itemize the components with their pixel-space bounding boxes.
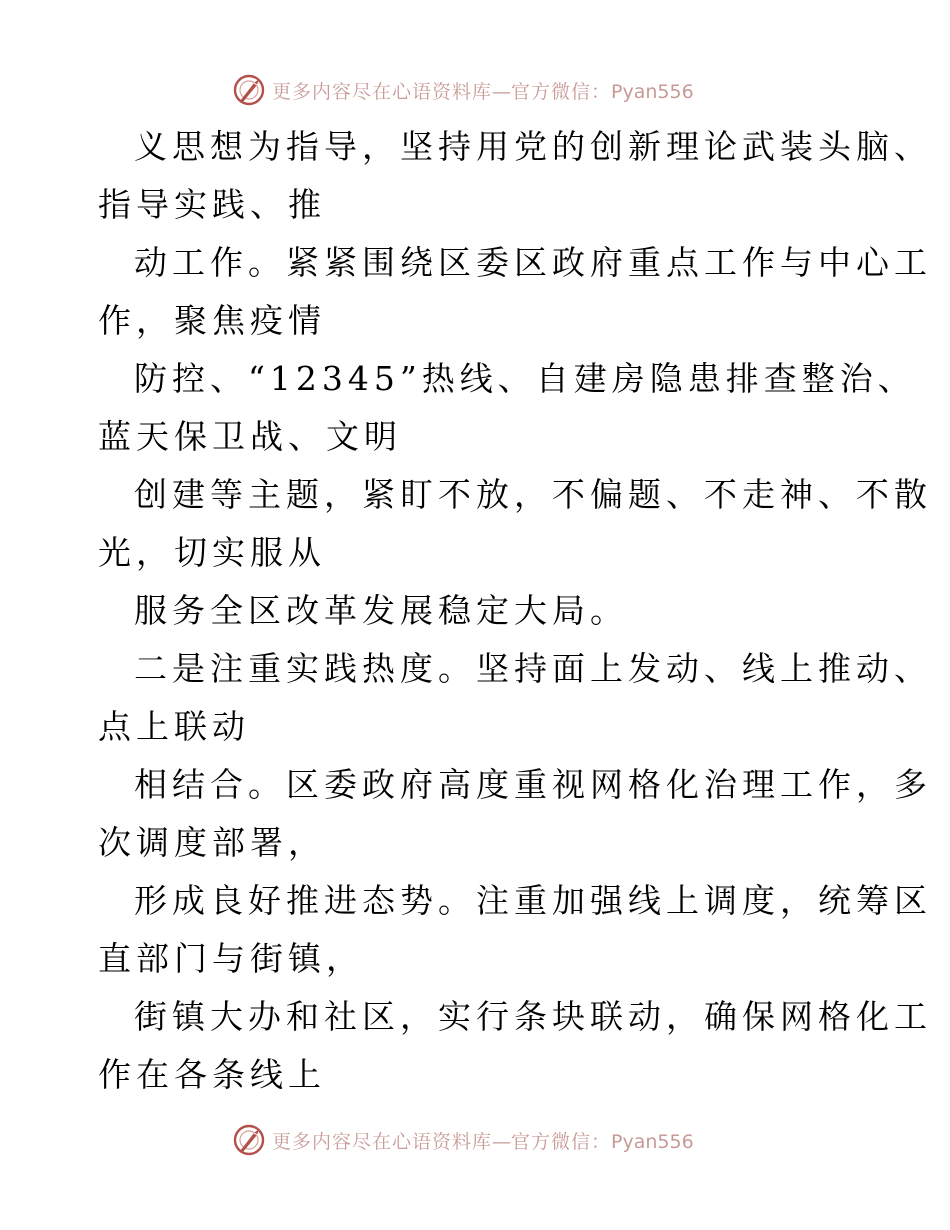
paragraph-line: 点上联动 <box>98 707 250 746</box>
paragraph-line: 服务全区改革发展稳定大局。 <box>134 591 628 630</box>
header-banner-text: 更多内容尽在心语资料库—官方微信：Pyan556 <box>272 80 694 103</box>
paragraph-line: 指导实践、推 <box>98 185 326 224</box>
paragraph-line: 动工作。紧紧围绕区委区政府重点工作与中心工 <box>134 243 932 282</box>
paragraph-line: 防控、“12345”热线、自建房隐患排查整治、 <box>134 359 916 398</box>
paragraph-line: 作在各条线上 <box>98 1055 326 1094</box>
paragraph-line: 直部门与街镇， <box>98 939 364 978</box>
paragraph-line: 街镇大办和社区，实行条块联动，确保网格化工 <box>134 997 932 1036</box>
paragraph-line: 义思想为指导，坚持用党的创新理论武装头脑、 <box>134 127 932 166</box>
paragraph-line: 次调度部署， <box>98 823 326 862</box>
paragraph-line: 相结合。区委政府高度重视网格化治理工作，多 <box>134 765 932 804</box>
quill-pen-seal-icon <box>232 1123 266 1157</box>
document-body <box>98 118 932 1104</box>
paragraph-line: 作，聚焦疫情 <box>98 301 326 340</box>
paragraph-line: 创建等主题，紧盯不放，不偏题、不走神、不散 <box>134 475 932 514</box>
footer-banner-text: 更多内容尽在心语资料库—官方微信：Pyan556 <box>272 1130 694 1153</box>
header-banner <box>232 72 694 108</box>
footer-banner <box>232 1122 694 1158</box>
quill-pen-seal-icon <box>232 73 266 107</box>
paragraph-line: 光，切实服从 <box>98 533 326 572</box>
paragraph-line: 形成良好推进态势。注重加强线上调度，统筹区 <box>134 881 932 920</box>
paragraph-line: 蓝天保卫战、文明 <box>98 417 402 456</box>
paragraph-line: 二是注重实践热度。坚持面上发动、线上推动、 <box>134 649 932 688</box>
